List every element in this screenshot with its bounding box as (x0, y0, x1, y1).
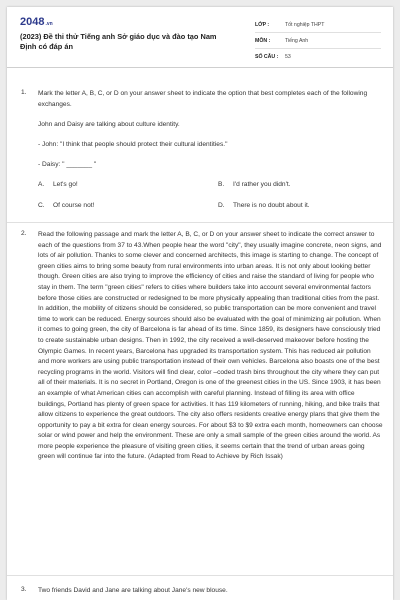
option-letter: C. (38, 202, 45, 209)
dialogue-line: - John: "I think that people should protect their cultural identities." (38, 141, 228, 148)
question-number: 1. (21, 89, 27, 96)
option-text: Of course not! (53, 202, 95, 209)
site-logo[interactable] (20, 16, 53, 28)
question-divider (7, 575, 393, 576)
meta-value: Tiếng Anh (285, 37, 309, 44)
option-c[interactable] (38, 202, 94, 209)
question-context: John and Daisy are talking about culture identity. (38, 121, 180, 128)
option-text: I'd rather you didn't. (233, 181, 291, 188)
question-divider (7, 222, 393, 223)
option-text: Let's go! (53, 181, 78, 188)
meta-row-subject (255, 33, 381, 49)
questions-list (7, 67, 393, 600)
exam-header (7, 7, 393, 68)
meta-key: SỐ CÂU : (255, 53, 279, 60)
option-a[interactable] (38, 181, 78, 188)
exam-meta (255, 17, 381, 64)
question-text: Two friends David and Jane are talking about Jane's new blouse. (38, 587, 228, 594)
question-number: 2. (21, 230, 27, 237)
exam-title: (2023) Đề thi thử Tiếng anh Sở giáo dục và đào tạo Nam Định có đáp án (20, 32, 217, 51)
option-letter: A. (38, 181, 45, 188)
meta-row-count (255, 49, 381, 64)
dialogue-line: - Daisy: " _______ " (38, 161, 97, 168)
option-text: There is no doubt about it. (233, 202, 310, 209)
option-letter: D. (218, 202, 225, 209)
question-number: 3. (21, 586, 27, 593)
question-instruction: Mark the letter A, B, C, or D on your answer sheet to indicate the option that best completes each of the following exchanges. (38, 90, 368, 108)
meta-key: MÔN : (255, 37, 271, 44)
meta-key: LỚP : (255, 21, 270, 28)
meta-value: Tốt nghiệp THPT (285, 21, 325, 28)
answer-options (38, 181, 383, 217)
reading-passage: Read the following passage and mark the letter A, B, C, or D on your answer sheet to indicate the correct answer to each of the questions from 37 to 43.When people hear the word "city", they usually imagine concrete, neon signs, and lots of air pollution. Thanks to some clever and concerned architects, this image is starting to change. The concept of green cities aims to bring some beauty from rural environments into urban areas. It is not only about looking better though. Green cities are also trying to improve the efficiency of cities and raise the standard of living for people who stay in them. The term "green cities" refers to cities where builders take into account several environmental factors before those cities are constructed or redesigned to be more physically appealing than traditional cities from the past. In addition, the mobility of citizens should be considered, so public transportation can be more convenient and travel time to work can be reduced. Energy sources should also be evaluated with the goal of minimizing air pollution. When it comes to going green, the city of Barcelona is far ahead of its time. Since 1859, its designers have consciously tried to create sustainable urban designs. Then in 1992, the city received a well-deserved makeover before hosting the Olympic Games. In recent years, Barcelona has upgraded its transportation system. This has reduced air pollution and more workers are using public transportation instead of their own vehicles. Barcelona also boasts one of the best recycling programs in the world. Visitors will find clear, color –coded trash bins throughout the city where they can put all of their materials. It is no secret in Portland, Oregon is one of the greenest cities in the US. Since 1903, it has been an example of what American cities can accomplish with careful planning. Instead of filling its area with office buildings, Portland has plenty of green space for activities. It has 119 kilometers of running, hiking, and bike trails that allow citizens to experience the great outdoors. The city also offers residents creative energy plans that give them the opportunity to pay a bit extra for clean energy sources. For about $3 to $9 extra each month, homeowners can choose solar or wind power and help the environment. These are only a small sample of the green cities around the world. As more people experience the pleasure of visiting green cities, it seems certain that the trend of urban areas going green will continue far into the future. (Adapted from Read to Achieve by Rich Issak) (38, 231, 383, 461)
meta-value: 53 (285, 53, 291, 60)
meta-row-class (255, 17, 381, 33)
logo-suffix: .vn (45, 21, 53, 27)
option-letter: B. (218, 181, 225, 188)
logo-text: 2048 (20, 16, 45, 28)
option-d[interactable] (218, 202, 310, 209)
exam-sheet (7, 7, 393, 600)
option-b[interactable] (218, 181, 291, 188)
